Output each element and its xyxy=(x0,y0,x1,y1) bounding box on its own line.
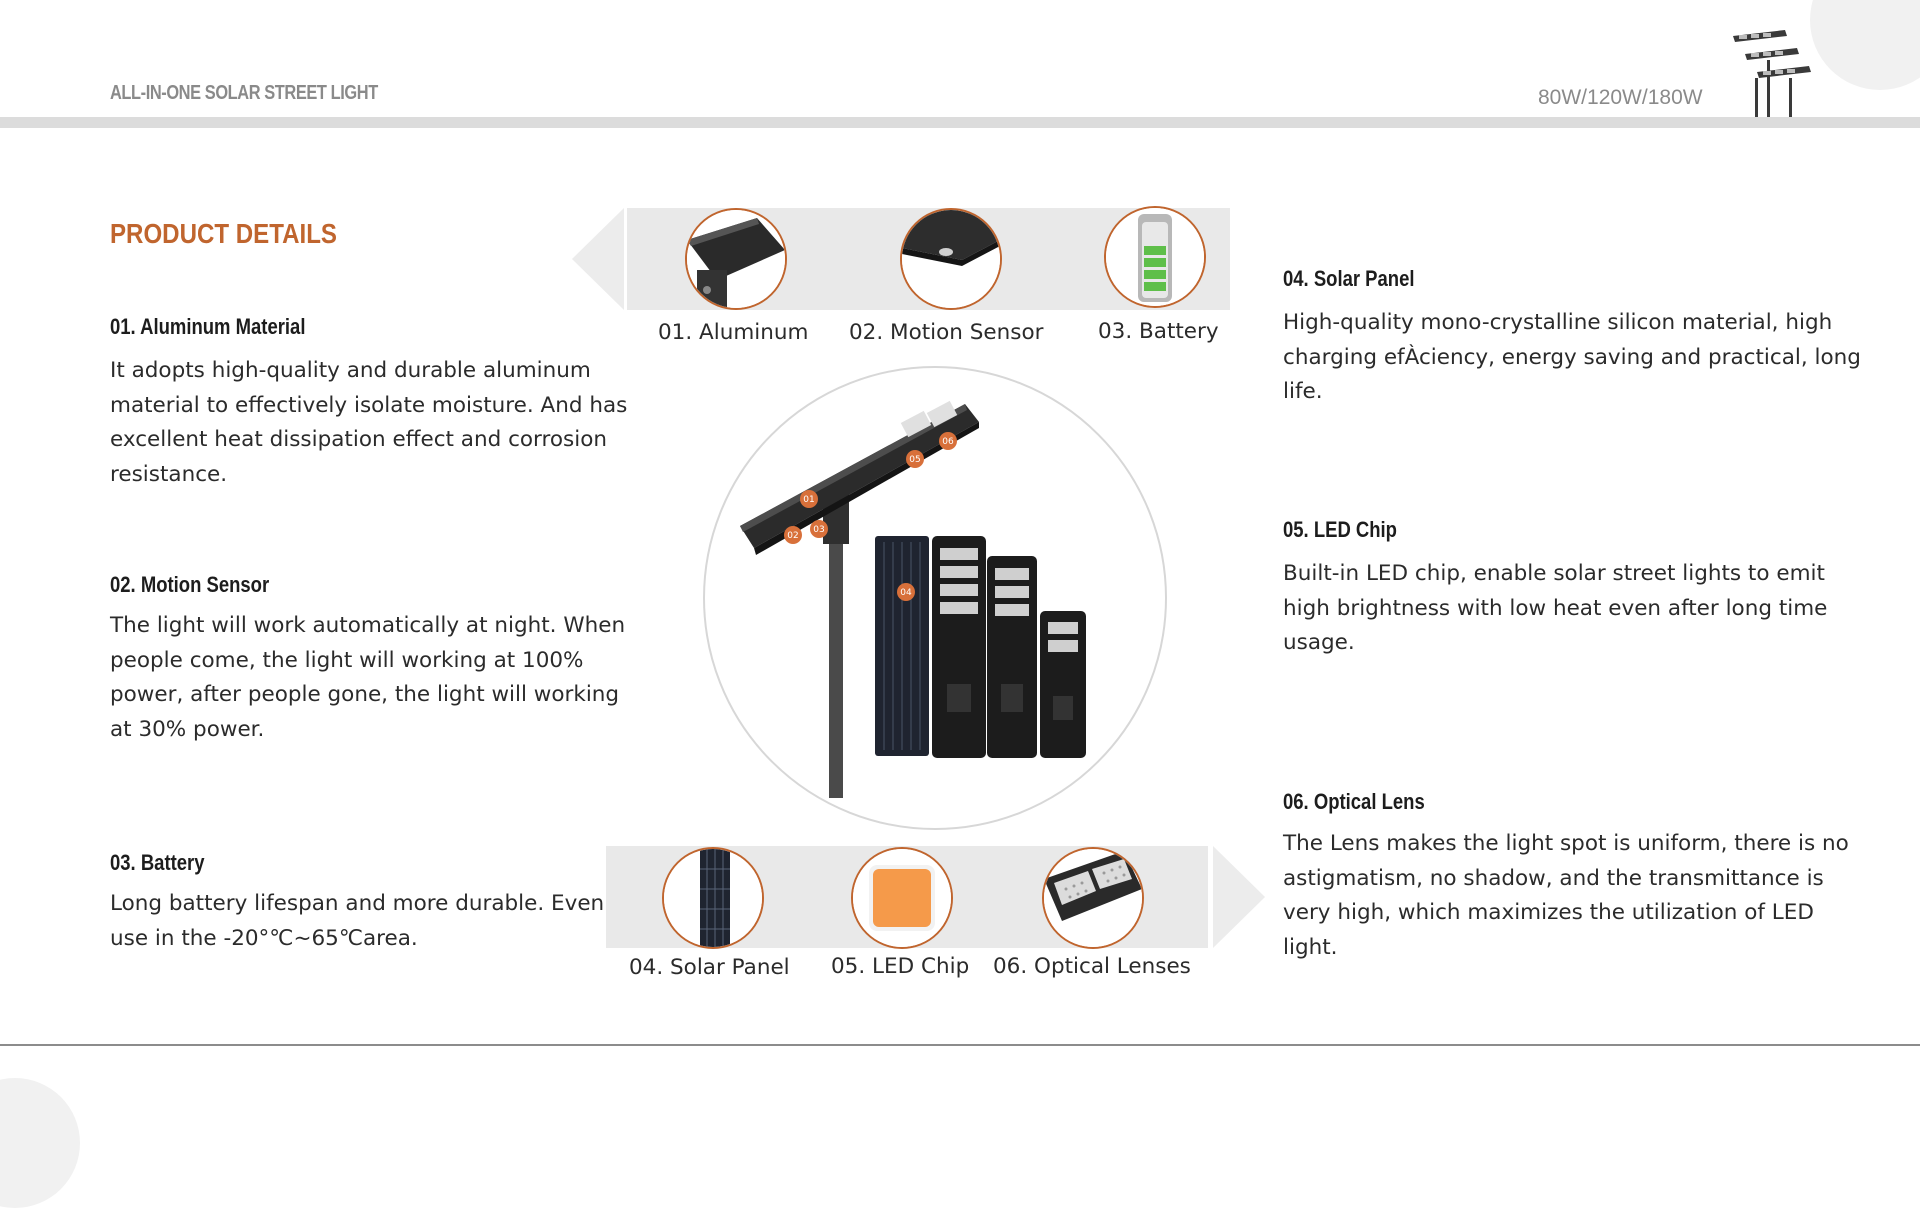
svg-text:02: 02 xyxy=(787,531,799,541)
marker-03 xyxy=(810,520,828,538)
thumb-label-aluminum: 01. Aluminum xyxy=(658,320,809,345)
thumb-solar-panel xyxy=(662,847,764,949)
thumb-label-motion-sensor: 02. Motion Sensor xyxy=(849,320,1044,345)
thumb-label-battery: 03. Battery xyxy=(1098,319,1219,344)
svg-text:01: 01 xyxy=(803,495,815,505)
detail-text-motion-sensor: The light will work automatically at night. When people come, the light will working at 100% power, after people gone, the light will working at 30% power. xyxy=(110,613,626,742)
thumb-label-led-chip: 05. LED Chip xyxy=(831,954,970,979)
detail-title-solar-panel: 04. Solar Panel xyxy=(1283,266,1415,291)
thumb-led-chip xyxy=(851,847,953,949)
detail-text-optical-lens: The Lens makes the light spot is uniform, there is no astigmatism, no shadow, and the transmittance is very high, which maximizes the utilization of LED light. xyxy=(1283,831,1849,960)
solar-street-light-product-illustration xyxy=(703,366,1163,826)
detail-text-solar-panel: High-quality mono-crystalline silicon material, high charging efÀciency, energy saving and practical, long life. xyxy=(1283,310,1861,404)
thumb-aluminum xyxy=(685,208,787,310)
detail-title-aluminum: 01. Aluminum Material xyxy=(110,314,306,339)
marker-02 xyxy=(784,526,802,544)
detail-text-aluminum: It adopts high-quality and durable aluminum material to effectively isolate moisture. And has excellent heat dissipation effect and corrosion resistance. xyxy=(110,358,628,487)
detail-title-battery: 03. Battery xyxy=(110,850,205,875)
solar-panel-icon xyxy=(664,849,762,947)
header-divider xyxy=(0,117,1920,128)
thumb-battery xyxy=(1104,206,1206,308)
led-chip-icon xyxy=(853,849,951,947)
marker-04 xyxy=(897,583,915,601)
strip-arrow-right-icon xyxy=(1213,846,1265,948)
marker-05 xyxy=(906,450,924,468)
detail-text-battery: Long battery lifespan and more durable. Even use in the -20°℃~65℃area. xyxy=(110,891,605,951)
thumb-label-solar-panel: 04. Solar Panel xyxy=(629,955,790,980)
detail-title-led-chip: 05. LED Chip xyxy=(1283,517,1397,542)
aluminum-housing-icon xyxy=(687,210,785,308)
detail-title-motion-sensor: 02. Motion Sensor xyxy=(110,572,270,597)
thumb-optical-lens xyxy=(1042,847,1144,949)
corner-decoration-bottom-left xyxy=(0,1078,80,1208)
optical-lens-icon xyxy=(1044,849,1142,947)
motion-sensor-icon xyxy=(902,210,1000,308)
svg-text:05: 05 xyxy=(909,455,921,465)
marker-01 xyxy=(800,490,818,508)
brand-title: ALL-IN-ONE SOLAR STREET LIGHT xyxy=(110,82,378,104)
wattage-spec: 80W/120W/180W xyxy=(1538,86,1703,109)
strip-arrow-left-icon xyxy=(572,208,624,310)
detail-text-led-chip: Built-in LED chip, enable solar street lights to emit high brightness with low heat even after long time usage. xyxy=(1283,561,1828,655)
street-lights-logo-icon xyxy=(1725,28,1825,120)
detail-title-optical-lens: 06. Optical Lens xyxy=(1283,789,1425,814)
footer-divider xyxy=(0,1044,1920,1046)
marker-06 xyxy=(939,432,957,450)
corner-decoration-top-right xyxy=(1810,0,1920,90)
svg-text:06: 06 xyxy=(942,437,954,447)
svg-text:03: 03 xyxy=(813,525,825,535)
thumb-motion-sensor xyxy=(900,208,1002,310)
battery-icon xyxy=(1106,208,1204,306)
section-title: PRODUCT DETAILS xyxy=(110,218,337,249)
svg-text:04: 04 xyxy=(900,588,912,598)
thumb-label-optical-lenses: 06. Optical Lenses xyxy=(993,954,1191,979)
